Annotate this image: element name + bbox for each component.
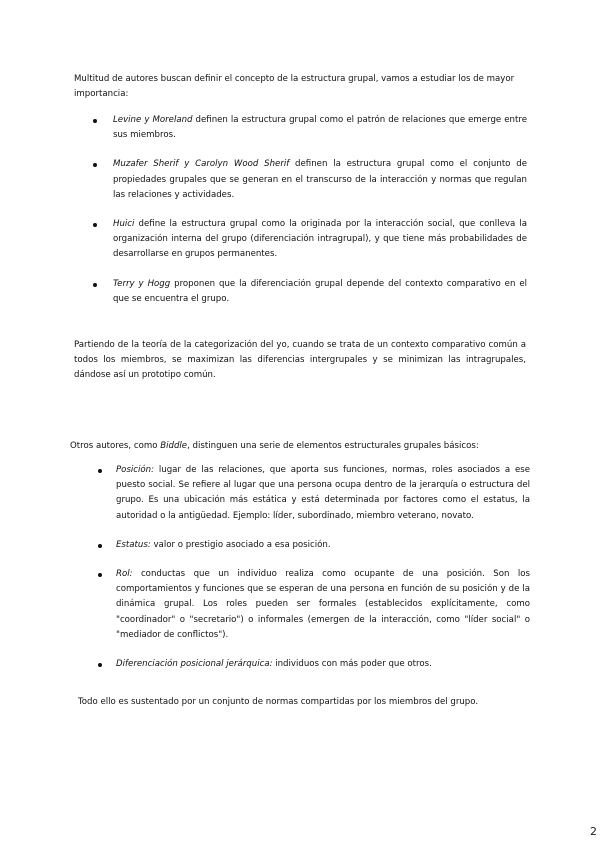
intro-paragraph <box>74 72 526 102</box>
definition-text: proponen que la diferenciación grupal depende del contexto comparativo en el que se encuentra el grupo. <box>113 278 527 304</box>
definition-author: Terry y Hogg <box>113 278 171 289</box>
element-text: lugar de las relaciones, que aporta sus funciones, normas, roles asociados a ese puesto social. Se refiere al lugar que una persona ocupa dentro de la jerarquía o estructura del grupo. Es una ubicación más estática y está determinada por factores como el estatus, la autoridad o la antigüedad. Ejemplo: líder, subordinado, miembro veterano, novato. <box>116 465 530 521</box>
element-term: Estatus: <box>116 539 151 550</box>
bullet-icon <box>98 663 102 667</box>
definition-text: definen la estructura grupal como el patrón de relaciones que emerge entre sus miembros. <box>113 115 527 141</box>
bullet-icon <box>98 544 102 548</box>
definition-author: Levine y Moreland <box>113 115 193 125</box>
definitions-list <box>113 113 527 307</box>
definition-text: define la estructura grupal como la originada por la interacción social, que conlleva la organización interna del grupo (diferenciación intragrupal), y que tiene más probabilidades de desarrollarse en grupos permanentes. <box>113 219 527 260</box>
bullet-icon <box>93 119 97 123</box>
definition-item <box>113 157 527 203</box>
bullet-icon <box>98 573 102 577</box>
element-text: valor o prestigio asociado a esa posición. <box>150 539 331 550</box>
bullet-icon <box>98 469 102 473</box>
closing-text: Todo ello es sustentado por un conjunto de normas compartidas por los miembros del grupo. <box>78 697 479 707</box>
biddle-paragraph <box>70 439 540 454</box>
elements-list <box>116 463 530 672</box>
bullet-icon <box>93 163 97 167</box>
definition-item <box>113 217 527 263</box>
definition-text: definen la estructura grupal como el conjunto de propiedades grupales que se generan en el transcurso de la interacción y normas que regulan las relaciones y actividades. <box>113 159 527 200</box>
biddle-author: Biddle <box>160 441 188 451</box>
categorization-paragraph <box>74 338 526 384</box>
definition-item <box>113 113 527 143</box>
element-item <box>116 538 530 553</box>
biddle-text <box>70 439 540 454</box>
bullet-icon <box>93 223 97 227</box>
element-term: Rol: <box>116 569 133 580</box>
element-item <box>116 567 530 643</box>
element-term: Diferenciación posicional jerárquica: <box>116 659 273 670</box>
biddle-suffix: , distinguen una serie de elementos estructurales grupales básicos: <box>187 441 479 451</box>
closing-paragraph <box>78 695 538 710</box>
definition-item <box>113 277 527 307</box>
element-item <box>116 463 530 524</box>
definition-author: Huici <box>113 219 135 230</box>
element-item <box>116 657 530 672</box>
page-number: 2 <box>590 825 597 838</box>
intro-text: Multitud de autores buscan definir el concepto de la estructura grupal, vamos a estudiar los de mayor importancia: <box>74 74 515 100</box>
element-text: conductas que un individuo realiza como ocupante de una posición. Son los comportamientos y funciones que se esperan de una persona en función de su posición y de la dinámica grupal. Los roles pueden ser formales (establecidos explícitamente, como "coordinador" o "secretario") o informales (emergen de la interacción, como "líder social" o "mediador de conflictos"). <box>116 569 530 640</box>
definition-author: Muzafer Sherif y Carolyn Wood Sherif <box>113 159 290 170</box>
element-text: individuos con más poder que otros. <box>272 659 432 670</box>
biddle-prefix: Otros autores, como <box>70 441 161 451</box>
categorization-text: Partiendo de la teoría de la categorización del yo, cuando se trata de un contexto comparativo común a todos los miembros, se maximizan las diferencias intergrupales y se minimizan las intragrupales, dándose así un prototipo común. <box>74 340 526 381</box>
bullet-icon <box>93 283 97 287</box>
element-term: Posición: <box>116 465 155 475</box>
